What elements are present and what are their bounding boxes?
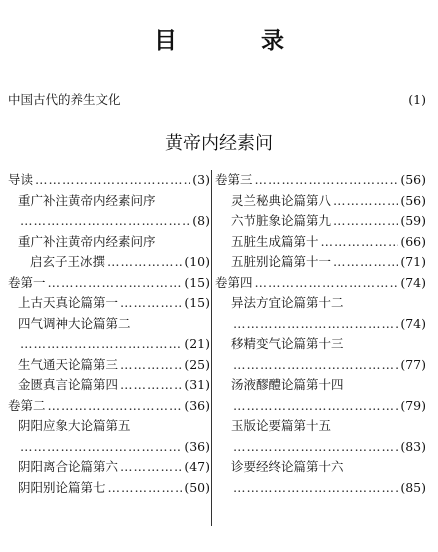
toc-entry[interactable]: [8, 375, 210, 396]
toc-entry[interactable]: [215, 170, 426, 191]
toc-entry-page: (50): [184, 479, 210, 495]
dot-leader: [233, 478, 398, 499]
toc-entry-label: 中国古代的养生文化: [8, 92, 121, 107]
toc-entry[interactable]: [8, 416, 210, 437]
toc-entry-label: 异法方宜论篇第十二: [231, 295, 344, 310]
dot-leader: [35, 170, 190, 191]
toc-entry-label: 灵兰秘典论篇第八: [231, 192, 332, 208]
dot-leader: [20, 437, 182, 458]
toc-entry[interactable]: [8, 211, 210, 232]
toc-left-column: [8, 170, 210, 498]
toc-entry-label: 五脏别论篇第十一: [231, 254, 332, 269]
toc-entry-page: (10): [184, 254, 210, 269]
toc-entry-label: 阴阳别论篇第七: [18, 479, 106, 495]
toc-entry-label: 玉版论要篇第十五: [231, 418, 332, 433]
toc-entry-page: (74): [400, 315, 426, 331]
toc-entry-label: 上古天真论篇第一: [18, 295, 119, 310]
toc-right-column: [215, 170, 426, 498]
toc-entry[interactable]: [215, 437, 426, 458]
toc-entry[interactable]: [215, 416, 426, 437]
toc-entry-page: (79): [400, 397, 426, 413]
toc-entry[interactable]: [215, 273, 426, 294]
toc-entry-page: (8): [192, 213, 210, 228]
toc-entry-label: 诊要经终论篇第十六: [231, 459, 344, 474]
toc-entry[interactable]: [215, 211, 426, 232]
toc-entry-label: 汤液醪醴论篇第十四: [231, 377, 344, 392]
column-divider: [211, 170, 212, 526]
toc-entry-page: (85): [400, 479, 426, 495]
toc-entry[interactable]: [215, 355, 426, 376]
toc-entry[interactable]: [8, 232, 210, 253]
toc-entry-page: (36): [184, 397, 210, 413]
toc-entry-preface[interactable]: [8, 90, 426, 108]
dot-leader: [120, 293, 182, 314]
toc-entry-page: (66): [400, 233, 426, 249]
toc-entry-label: 五脏生成篇第十: [231, 233, 319, 249]
toc-entry[interactable]: [8, 273, 210, 294]
dot-leader: [20, 334, 182, 355]
dot-leader: [48, 396, 183, 417]
toc-entry-label: 卷第一: [8, 274, 46, 290]
toc-entry-label: 启玄子王冰撰: [30, 254, 106, 269]
dot-leader: [20, 211, 190, 232]
toc-entry-page: (56): [400, 172, 426, 187]
dot-leader: [333, 211, 398, 232]
toc-entry-page: (71): [400, 254, 426, 269]
toc-entry-label: 金匮真言论篇第四: [18, 377, 119, 392]
dot-leader: [233, 355, 398, 376]
toc-entry-label: 重广补注黄帝内经素问序: [18, 192, 156, 208]
dot-leader: [333, 191, 398, 212]
toc-entry[interactable]: [8, 457, 210, 478]
toc-entry-label: 生气通天论篇第三: [18, 356, 119, 372]
toc-entry-page: (36): [184, 438, 210, 454]
dot-leader: [233, 314, 398, 335]
toc-entry-page: (77): [400, 356, 426, 372]
toc-entry[interactable]: [215, 396, 426, 417]
toc-entry-page: (56): [400, 192, 426, 208]
dot-leader: [233, 437, 398, 458]
toc-entry-label: 卷第四: [215, 274, 253, 290]
toc-entry[interactable]: [8, 293, 210, 314]
toc-entry[interactable]: [215, 191, 426, 212]
dot-leader: [120, 375, 182, 396]
toc-entry-label: 重广补注黄帝内经素问序: [18, 233, 156, 249]
toc-entry[interactable]: [215, 457, 426, 478]
toc-entry-label: 导读: [8, 172, 34, 187]
toc-entry[interactable]: [8, 478, 210, 499]
toc-entry[interactable]: [8, 252, 210, 273]
dot-leader: [255, 273, 399, 294]
toc-entry[interactable]: [215, 314, 426, 335]
dot-leader: [255, 170, 399, 191]
toc-entry-label: 阴阳离合论篇第六: [18, 459, 119, 474]
toc-entry-page: (59): [400, 213, 426, 228]
toc-entry[interactable]: [8, 334, 210, 355]
toc-entry-label: 卷第二: [8, 397, 46, 413]
dot-leader: [333, 252, 398, 273]
dot-leader: [108, 478, 183, 499]
toc-entry-page: (31): [184, 377, 210, 392]
dot-leader: [120, 355, 182, 376]
toc-entry[interactable]: [215, 478, 426, 499]
toc-entry-page: (83): [400, 438, 426, 454]
dot-leader: [48, 273, 183, 294]
toc-entry-page: (21): [184, 336, 210, 351]
book-title: 黄帝内经素问: [165, 133, 273, 154]
toc-entry[interactable]: [215, 232, 426, 253]
toc-entry-page: (15): [184, 295, 210, 310]
toc-entry-page: (74): [400, 274, 426, 290]
toc-entry-label: 六节脏象论篇第九: [231, 213, 332, 228]
toc-entry-label: 阴阳应象大论篇第五: [18, 418, 131, 433]
toc-entry[interactable]: [8, 170, 210, 191]
toc-entry[interactable]: [215, 252, 426, 273]
toc-entry[interactable]: [8, 191, 210, 212]
toc-entry-page: (1): [408, 92, 426, 107]
dot-leader: [321, 232, 399, 253]
dot-leader: [120, 457, 182, 478]
toc-entry[interactable]: [8, 437, 210, 458]
toc-entry[interactable]: [8, 355, 210, 376]
dot-leader: [233, 396, 398, 417]
toc-entry[interactable]: [215, 375, 426, 396]
toc-entry[interactable]: [215, 293, 426, 314]
toc-entry-page: (47): [184, 459, 210, 474]
toc-entry-page: (15): [184, 274, 210, 290]
toc-entry[interactable]: [8, 314, 210, 335]
toc-entry-label: 移精变气论篇第十三: [231, 336, 344, 351]
dot-leader: [107, 252, 182, 273]
page-title: 目 录: [153, 28, 322, 54]
toc-entry-page: (3): [192, 172, 210, 187]
toc-entry-label: 卷第三: [215, 172, 253, 187]
toc-entry-page: (25): [184, 356, 210, 372]
toc-entry-label: 四气调神大论篇第二: [18, 315, 131, 331]
toc-entry[interactable]: [8, 396, 210, 417]
toc-entry[interactable]: [215, 334, 426, 355]
